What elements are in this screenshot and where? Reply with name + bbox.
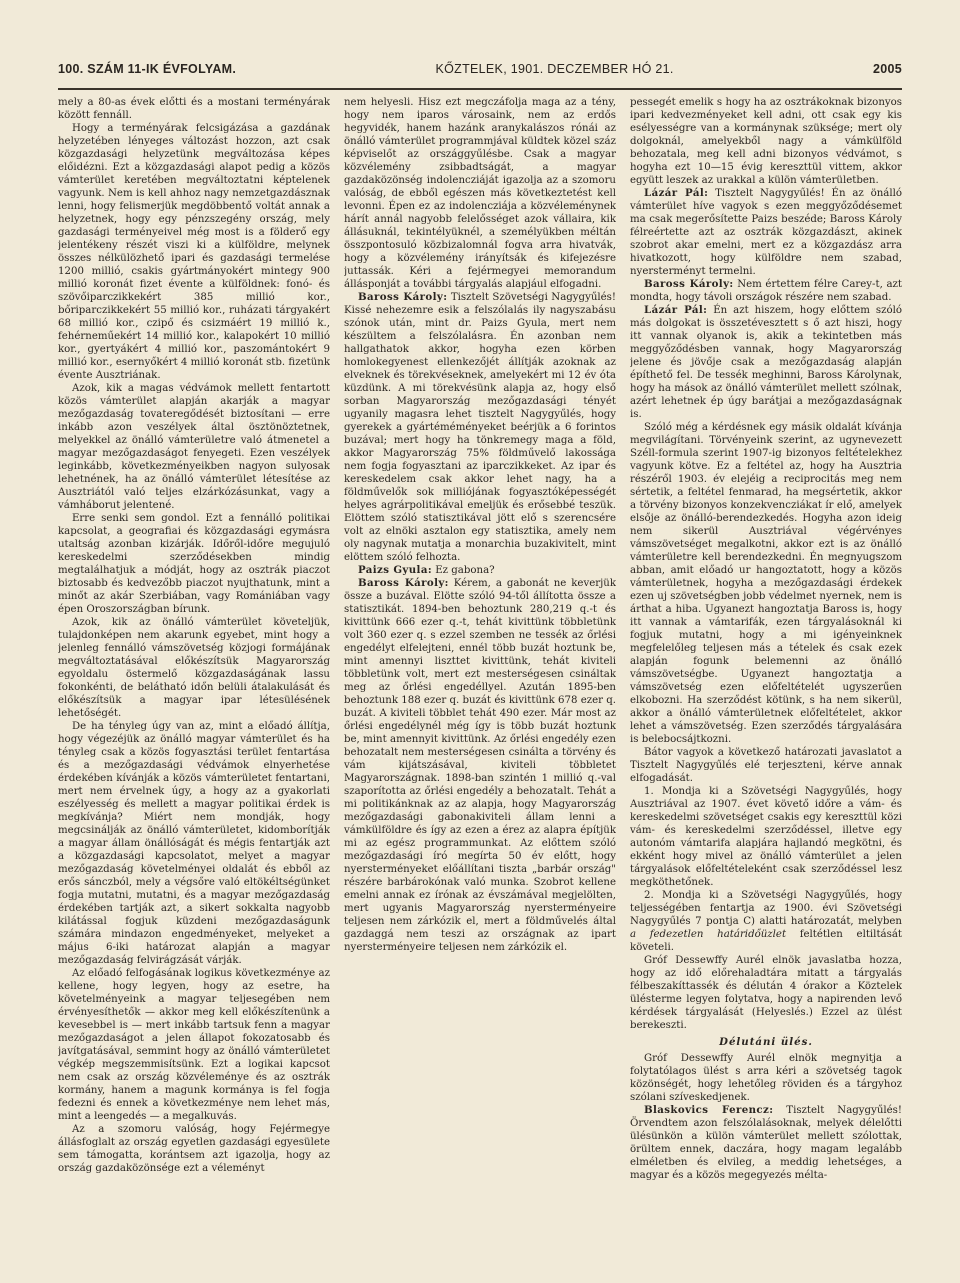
speech-paragraph bbox=[630, 278, 902, 304]
text-run: feltétlen eltiltását követeli. bbox=[630, 929, 902, 953]
paragraph: pessegét emelik s hogy ha az osztrákoknak bizonyos ipari kedvezményeket kell adni, ott csak egy kis esélyességre van a kormánynak szüksége; mert oly dolgoknál, amelyekből nagy a vámkülföld behozatala, meg kell adni bizonyos védvámot, s hogyha ezt 10—15 évig kereszttül vittem, akkor együtt leszek az urakkal a külön vámterületben. bbox=[630, 97, 902, 186]
paragraph: mely a 80-as évek előtti és a mostani terményárak között fennáll. bbox=[58, 97, 330, 121]
speech-paragraph bbox=[344, 291, 616, 564]
paragraph: De ha tényleg úgy van az, mint a előadó állítja, hogy végezéjük az önálló magyar vámterület és ha tényleg csak a közös fogyasztási terület fentartása és a mezőgazdasági védvámok elnyerhetése érdekében kívánják a közös vámterületet fentartani, mert nem érvelnek úgy, a hogy az a gyakorlati eszélyesség és mellett a magyar politikai érdek is megkívánja? Miért nem mondják, hogy megcsinálják az önálló vámterületet, kidomborítják a magyar állam önállóságát és mégis fentartják azt a közgazdasági kapcsolatot, melyet a magyar mezőgazdaság követelményei oldalát és ebből az erős sánczból, mely a végsőre való eltökéltségünket fogja mutatni, mutatni, és a magyar mezőgazdaság érdekében tartják azt, a sikert sokkalta nagyobb kilátással fogjuk küzdeni mezőgazdaságunk számára mindazon engedményeket, melyeket a május 6-iki határozat alapján a magyar mezőgazdaság felvirágzását várják. bbox=[58, 721, 330, 966]
speaker-name: Baross Károly: bbox=[644, 278, 734, 290]
speech-text: Én azt hiszem, hogy előttem szóló más dolgokat is összetévesztett s ő azt hiszi, hogy itt vannak olyanok is, akik a tekintetben más meggyőződésben vannak, hogy Magyarország jelene és jövője csak a mezőgazdaság alapján építhető fel. De tessék meghinni, Baross Károlynak, hogy ha mások az önálló vámterület mellett szólnak, azért lehetnek ép úgy barátjai a mezőgazdaságnak is. bbox=[630, 305, 902, 420]
paragraph: Szóló még a kérdésnek egy másik oldalát kívánja megvilágítani. Törvényeink szerint, az ugynevezett Széll-formula szerint 1907-ig bizonyos feltételekhez vagyunk kötve. Ez a feltétel az, hogy ha Ausztria részéről 1903. év elejéig a reciprocitás meg nem sértetik, a feltétel fenmarad, ha megsértetik, akkor a törvény bizonyos konzekvencziákat ír elő, amelyek elsője az önálló-berendezkedés. Hogyha azon ideig nem sikerül Ausztriával végérvényes vámszövetséget megalkotni, akkor ezt is az önálló vámterületre kell berendezkedni. Én megnyugszom abban, amit előadó ur hangoztatott, hogy a közös vámterületnek, hogyha a mezőgazdasági érdekek ezen uj szövetségben jobb védelmet nyernek, nem is árthat a hiba. Ugyanezt hangoztatja Baross is, hogy itt vannak a vámtarifák, ezen tárgyalásoknál ki fogjuk mutatni, hogy a mi igényeinknek megfelelőleg teljesen más a tételek és csak ezek alapján fogunk belemenni az önálló vámszövetségbe. Ugyanezt hangoztatja a vámszövetség ezen előfeltételét ugyszerűen elkobozni. Ha szerződést kötünk, s ha nem sikerül, akkor a önálló vámterületnek előfeltételet, akkor lehet a vámszövetség. Ezen szerződés tárgyalására is belebocsájtkozni. bbox=[630, 422, 902, 745]
paragraph: Erre senki sem gondol. Ezt a fennálló politikai kapcsolat, a geografiai és közgazdasági egymásra utaltság azonban kizárják. Időről-időre megujuló kereskedelmi szerződésekben mindig megtalálhatjuk a módját, hogy az osztrák piaczot biztosabb és kedvezőbb piaczot nyujthatunk, mint a minőt az akár Szerbiában, vagy Romániában vagy épen Oroszországban bírunk. bbox=[58, 513, 330, 615]
running-header bbox=[58, 62, 902, 84]
speech-text: Tisztelt Nagygyűlés! Örvendtem azon felszólalásoknak, melyek délelőtti ülésünkön a külön vámterület mellett szólottak, örültem ennek, daczára, hogy magam legalább elméletben és elvileg, a meddig lehetséges, a magyar és a közös megegyezés mélta- bbox=[630, 1105, 902, 1181]
speaker-name: Paizs Gyula: bbox=[358, 564, 432, 576]
speaker-name: Lázár Pál: bbox=[644, 304, 708, 316]
speech-text: Tisztelt Nagygyűlés! Én az önálló vámterület híve vagyok s ezen meggyőződésemet ma csak megerősítette Paizs beszéde; Baross Károly félreértette azt az osztrák közgazdászt, akinek szobrot akar emelni, mert ez a közgazdász arra hivatkozott, hogy külföldre nem szabad, nyersterményt termelni. bbox=[630, 188, 902, 277]
speaker-name: Blaskovics Ferencz: bbox=[644, 1104, 774, 1116]
column-1 bbox=[58, 96, 330, 1271]
speech-paragraph bbox=[344, 564, 616, 577]
paragraph: Az a szomoru valóság, hogy Fejérmegye állásfoglalt az ország egyetlen gazdasági egyesülete sem támogatta, korántsem azt igazolja, hogy az ország gazdaközönsége ezt a véleményt bbox=[58, 1124, 330, 1174]
paragraph: Gróf Dessewffy Aurél elnök megnyitja a folytatólagos ülést s arra kéri a szövetség tagok közönségét, hogy lehetőleg röviden és a tárgyhoz szólani szíveskedjenek. bbox=[630, 1053, 902, 1103]
paragraph bbox=[630, 889, 902, 954]
speech-text: Nem értettem félre Carey-t, azt mondta, hogy távoli országok részére nem szabad. bbox=[630, 279, 902, 303]
journal-title-date: KŐZTELEK, 1901. DECZEMBER HÓ 21. bbox=[435, 62, 674, 76]
paragraph: Bátor vagyok a következő határozati javaslatot a Tisztelt Nagygyűlés elé terjeszteni, kérve annak elfogadását. bbox=[630, 747, 902, 784]
speech-text: Ez gabona? bbox=[431, 565, 495, 576]
issue-number: 100. SZÁM 11-IK ÉVFOLYAM. bbox=[58, 62, 237, 76]
column-3 bbox=[630, 96, 902, 1271]
column-2 bbox=[344, 96, 616, 1271]
paragraph: Az előadó felfogásának logikus következménye az kellene, hogy legyen, hogy az esetre, ha követelményeink a magyar teljesegében nem érvényesíthetők — akkor meg kell előkészítenünk a kevesebbel is — mert inkább tartsuk fenn a magyar mezőgazdaságot a jelen állapot fokozatosabb és javítgatásával, semmint hogy az önálló vámterületet végkép megszemmisítsünk. Ezt a logikai kapcsot nem csak az ország közvéleménye és az osztrák kormány, hanem a magunk kormánya is fel fogja fedezni és ennek a következménye nem lehet más, mint a leengedés — a megalkuvás. bbox=[58, 968, 330, 1122]
speech-paragraph bbox=[630, 1104, 902, 1182]
speech-paragraph bbox=[630, 187, 902, 278]
emphasis-text: a fedezetlen határidőüzlet bbox=[630, 929, 787, 940]
speech-paragraph bbox=[344, 577, 616, 954]
section-subheading: Délutáni ülés. bbox=[719, 1036, 813, 1048]
speech-text: Kérem, a gabonát ne keverjük össze a buzával. Elötte szóló 94-től állította össze a statisztikát. 1894-ben behoztunk 280,219 q.-t és kivittünk 666 ezer q.-t, tehát kivittünk többletünk volt 360 ezer q. s ezzel szemben ne tessék az őrlési engedélyt elfelejteni, ennél több buzát hoztunk be, mint amennyi liszttet kivittünk, tehát kiviteli többletünk volt, mert ezt mesterségesen csináltak meg az őrlési engedéllyel. Azután 1895-ben behoztunk 188 ezer q. buzát és kivittünk 678 ezer q. buzát. A kiviteli többlet tehát 490 ezer. Már most az őrlési engedélynél még így is több buzát hoztunk be, mint amennyit kivittünk. Az őrlési engedély ezen behozatalt nem mesterségesen csinálta a törvény és vám kijátszásával, kiviteli többletet Magyarországnak. 1898-ban szintén 1 millió q.-val szaporította az őrlési engedély a behozatalt. Tehát a mi politikánknak az az alapja, hogy Magyarország mezőgazdasági gabonakiviteli állam lenni a vámkülföldre és így az ezen a érez az alapra építjük mi az egész programmunkat. Az előttem szóló mezőgazdasági író megírta 50 év előtt, hogy nyersterményeket előállítani tiszta „barbár ország" részére barbárokónak való munka. Szobrot kellene emelni annak ez írónak az évszámával megjelölten, mert ugyanis Magyarország nyersterményeire teljesen nem zárkózik el, mert a földművelés által gazdaggá nem teszi az országnak az ipart nyersterményeire teljesen nem zárkózik el. bbox=[344, 578, 616, 953]
speech-text: Tisztelt Szövetségi Nagygyűlés! Kissé nehezemre esik a felszólalás ily nagyszabásu szónok után, mint dr. Paizs Gyula, mert nem készültem a felszólalásra. Én azonban nem hallgathatok akkor, hogyha ezen körben homlokegyenest ellenkezőjét állítják azoknak az elveknek és törekvéseknek, amelyekért mi 12 év óta küzdünk. A mi törekvésünk alapja az, hogy első sorban Magyarország mezőgazdasági tényét ugyanily magasra lehet tisztelt Nagygyűlés, hogy gyerekek a gyártéméményeket beérjük a 6 forintos buzával; mert hogy ha tönkremegy maga a föld, akkor Magyarország 75% földművelő lakossága nem fogja fogyasztani az iparczikkeket. Az ipar és kereskedelem csak akkor lehet nagy, ha a földművelők sok milliójának fogyasztóképességét helyes agrárpolitikával emeljük és erősebbé teszük. Elöttem szóló statisztikával jött elő s szerencsére volt az elnöki asztalon egy statisztika, amely nem oly nagynak mutatja a monarchia buzakivitelt, mint elöttem szóló felhozta. bbox=[344, 292, 616, 563]
paragraph: Gróf Dessewffy Aurél elnök javaslatba hozza, hogy az idő előrehaladtára mitatt a tárgyalás félbeszakíttassék és délután 4 órakor a Köztelek ülésterme legyen folytatva, hogy a napirenden levő kérdések tárgyalását (Helyeslés.) Ezzel az ülést berekeszti. bbox=[630, 955, 902, 1031]
page-number: 2005 bbox=[872, 62, 902, 76]
paragraph: Azok, kik a magas védvámok mellett fentartott közös vámterület alapján akarják a magyar mezőgazdaság tovateregődését biztosítani — erre inkább azon veszélyek által ösztönöztetnek, melyekkel az önálló vámterületre való átmenetel a magyar mezőgazdaságot fenyegeti. Ezen veszélyek leginkább, következményeikben nagyon sulyosak lehetnének, ha az önálló vámterület létesítése az Ausztriától való teljes elzárkózásunkat, vagy a vámháborut jelentené. bbox=[58, 383, 330, 511]
text-run: 2. Mondja ki a Szövetségi Nagygyűlés, hogy teljességében fentartja az 1900. évi Szövetségi Nagygyűlés 7 pontja C) alatti határozatát, melyben bbox=[630, 890, 902, 927]
speaker-name: Baross Károly: bbox=[358, 291, 448, 303]
speaker-name: Lázár Pál: bbox=[644, 187, 709, 199]
header-rule bbox=[58, 88, 902, 90]
paragraph: nem helyesli. Hisz ezt megczáfolja maga az a tény, hogy nem iparos városaink, nem az erdős hegyvidék, hanem hazánk aranykalászos rónái az önálló vámterület programmjával küldtek közel száz képviselőt az országgyűlésbe. Csak a magyar közvélemény zsibbadtságát, a magyar gazdaközönség indolencziáját igazolja az a szomoru valóság, de ebből egészen más következtetést kell levonni. Épen ez az indolencziája a közvéleménynek hárít annál nagyobb felelősséget azok vállaira, kik állásuknál, tekintélyüknél, a személyükben méltán összpontosuló közbizalomnál fogva arra hivatvák, hogy a közvélemény irányítsák és kifejezésre juttassák. Kéri a fejérmegyei memorandum állásponját a további tárgyalás alapjául elfogadni. bbox=[344, 97, 616, 290]
paragraph: Azok, kik az önálló vámterület követeljük, tulajdonképen nem akarunk egyebet, mint hogy a jelenleg fennálló vámszövetség közjogi formájának megváltoztatásával előkészítsük Magyarország egyoldalu östermelő közgazdaságának lassu fokonkénti, de belátható időn belüli átalakulását és előkészítsük a magyar ipar létesülésének lehetőségét. bbox=[58, 617, 330, 719]
paragraph: 1. Mondja ki a Szövetségi Nagygyűlés, hogy Ausztriával az 1907. évet követő időre a vám- és kereskedelmi szövetséget csakis egy kereszttül közi vám- és kereskedelmi szerződéssel, illetve egy autonóm vámtarifa alapjára hajlandó megkötni, és ekként hogy mivel az önálló vámterület a jelen tárgyalások előfeltételeként csak szerződéssel lesz megköthetőnek. bbox=[630, 786, 902, 888]
paragraph: Hogy a terményárak felcsigázása a gazdának helyzetében lényeges változást hozzon, azt csak közgazdasági helyzetünk megváltozása képes előidézni. Ezt a közgazdasági alapot pedig a közös vámterület keretében megváltoztatni képtelenek vagyunk. Nem is kell ahhoz nagy nemzetgazdásznak lenni, hogy felismerjük megdöbbentő voltát annak a helyzetnek, hogy egy pénzszegény ország, mely gazdasági terményeivel még most is a földerő egy jelentékeny részét viszi ki a külföldre, melynek összes nélkülözhető ipari és gazdasági termelése 1200 millió, csakis gyártmányokért mintegy 900 millió koronát fizet évente a külföldnek: fonó- és szövőiparczikkekért 385 millió kor., bőriparczikkekért 55 millió kor., ruházati tárgyakért 68 millió kor., czipő és csizmáért 19 millió k., fehérneműekért 14 millió kor., kalapokért 10 millió kor., gyertyákért 4 millió kor., paszomántokért 9 millió kor., esernyőkért 4 millió koronát stb. fizetünk évente Ausztriának. bbox=[58, 123, 330, 381]
text-columns bbox=[58, 96, 902, 1271]
speaker-name: Baross Károly: bbox=[358, 577, 449, 589]
speech-paragraph bbox=[630, 304, 902, 421]
